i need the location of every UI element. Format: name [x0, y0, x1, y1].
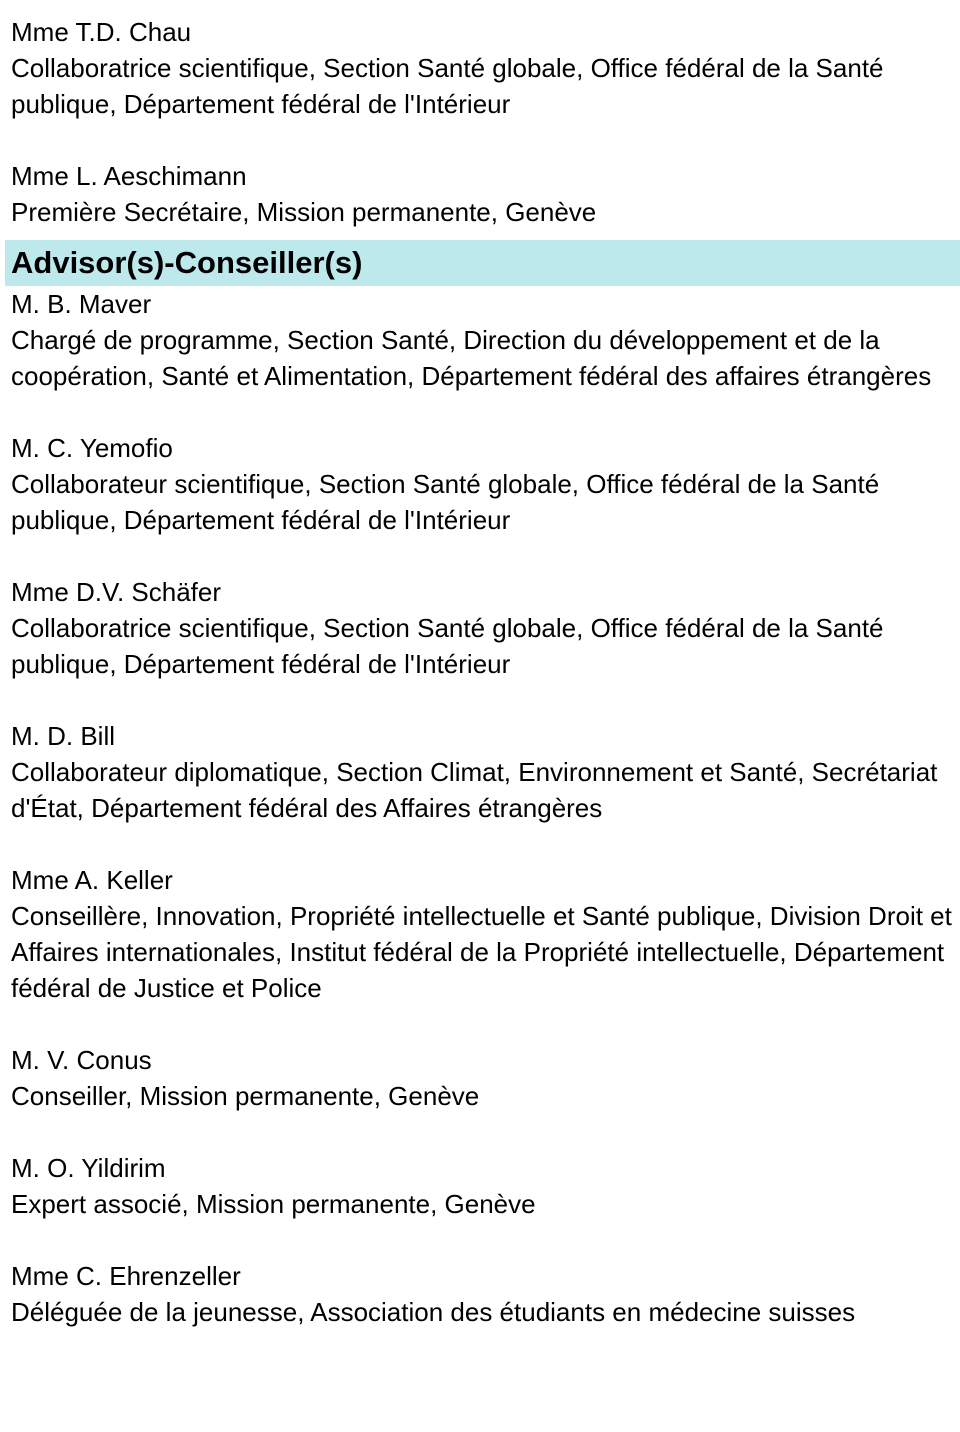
advisor-entry — [0, 574, 960, 682]
delegate-entry — [0, 14, 960, 122]
advisor-name: Mme C. Ehrenzeller — [11, 1261, 241, 1291]
advisor-entry — [0, 1258, 960, 1330]
advisor-name: M. C. Yemofio — [11, 433, 173, 463]
advisor-name: M. D. Bill — [11, 721, 115, 751]
advisor-role: Déléguée de la jeunesse, Association des étudiants en médecine suisses — [11, 1297, 856, 1327]
advisor-name: Mme D.V. Schäfer — [11, 577, 222, 607]
advisor-role: Expert associé, Mission permanente, Genève — [11, 1189, 536, 1219]
delegate-name: Mme T.D. Chau — [11, 17, 192, 47]
advisor-name: Mme A. Keller — [11, 865, 173, 895]
delegation-list-page — [0, 14, 960, 1366]
advisor-role: Conseiller, Mission permanente, Genève — [11, 1081, 480, 1111]
delegate-role: Collaboratrice scientifique, Section Santé globale, Office fédéral de la Santé publique, Département fédéral de l'Intérieur — [11, 53, 884, 119]
advisor-role: Chargé de programme, Section Santé, Direction du développement et de la coopération, Santé et Alimentation, Département fédéral des affaires étrangères — [11, 325, 932, 391]
advisor-entry — [0, 286, 960, 394]
delegate-entry — [0, 158, 960, 230]
advisor-entry — [0, 718, 960, 826]
delegate-role: Première Secrétaire, Mission permanente, Genève — [11, 197, 597, 227]
advisor-role: Conseillère, Innovation, Propriété intellectuelle et Santé publique, Division Droit et Affaires internationales, Institut fédéral de la Propriété intellectuelle, Département fédéral de Justice et Police — [11, 901, 952, 1003]
advisor-role: Collaboratrice scientifique, Section Santé globale, Office fédéral de la Santé publique, Département fédéral de l'Intérieur — [11, 613, 884, 679]
advisor-entry — [0, 1042, 960, 1114]
advisor-role: Collaborateur diplomatique, Section Climat, Environnement et Santé, Secrétariat d'État, Département fédéral des Affaires étrangères — [11, 757, 938, 823]
advisor-name: M. B. Maver — [11, 289, 152, 319]
advisor-name: M. O. Yildirim — [11, 1153, 166, 1183]
advisor-role: Collaborateur scientifique, Section Santé globale, Office fédéral de la Santé publique, Département fédéral de l'Intérieur — [11, 469, 880, 535]
delegate-name: Mme L. Aeschimann — [11, 161, 247, 191]
advisor-name: M. V. Conus — [11, 1045, 152, 1075]
advisor-entry — [0, 1150, 960, 1222]
advisor-entry — [0, 862, 960, 1006]
section-heading-advisors: Advisor(s)-Conseiller(s) — [5, 240, 960, 286]
advisor-entry — [0, 430, 960, 538]
